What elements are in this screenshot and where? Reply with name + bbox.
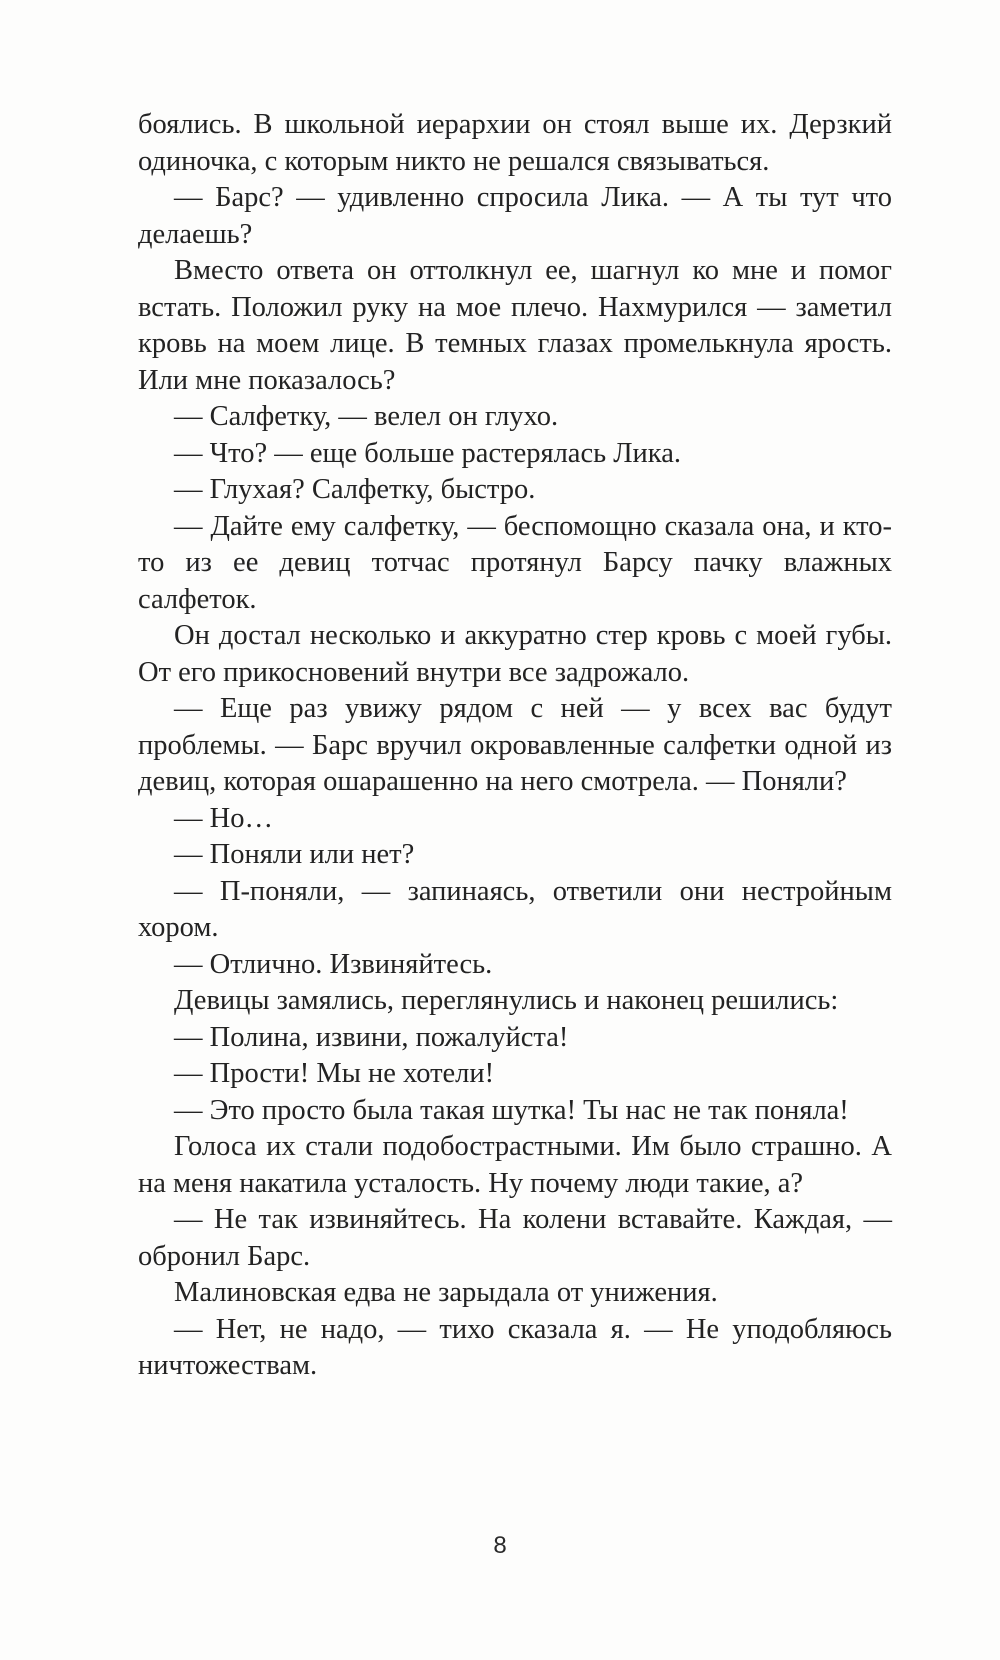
dialogue-line: — Отлично. Извиняйтесь.	[174, 948, 493, 980]
dialogue-line: — Глухая? Салфетку, быстро.	[174, 474, 536, 505]
dialogue-line: — Не так извиняйтесь. На колени вставайте. Каждая, — обронил Барс.	[138, 1204, 892, 1272]
dialogue-line: — Еще раз увижу рядом с ней — у всех вас будут проблемы. — Барс вручил окровавленные салфетки одной из девиц, которая ошарашенно на него смотрела. — Поняли?	[138, 693, 892, 797]
dialogue-line: — Прости! Мы не хотели!	[174, 1058, 495, 1089]
dialogue-line: — П-поняли, — запинаясь, ответили они нестройным хором.	[138, 875, 892, 943]
paragraph: Малиновская едва не зарыдала от унижения.	[174, 1277, 718, 1308]
dialogue-line: — Поняли или нет?	[174, 839, 415, 870]
dialogue-line: — Нет, не надо, — тихо сказала я. — Не уподобляюсь ничтожествам.	[138, 1313, 892, 1381]
dialogue-line: — Салфетку, — велел он глухо.	[174, 401, 559, 432]
page-number: 8	[493, 1532, 507, 1559]
dialogue-line: — Дайте ему салфетку, — беспомощно сказала она, и кто-то из ее девиц тотчас протянул Барсу пачку влажных салфеток.	[138, 510, 892, 615]
paragraph: Вместо ответа он оттолкнул ее, шагнул ко мне и помог встать. Положил руку на мое плечо. Нахмурился — заметил кровь на моем лице. В темных глазах промелькнула ярость. Или мне показалось?	[138, 255, 892, 396]
dialogue-line: — Это просто была такая шутка! Ты нас не так поняла!	[174, 1094, 849, 1126]
dialogue-line: — Но…	[174, 802, 273, 834]
body-text	[138, 107, 892, 1385]
dialogue-line: — Что? — еще больше растерялась Лика.	[174, 437, 681, 469]
dialogue-line: — Барс? — удивленно спросила Лика. — А ты тут что делаешь?	[138, 182, 892, 250]
dialogue-line: — Полина, извини, пожалуйста!	[174, 1021, 569, 1053]
paragraph: Он достал несколько и аккуратно стер кровь с моей губы. От его прикосновений внутри все задрожало.	[138, 620, 892, 688]
paragraph: боялись. В школьной иерархии он стоял выше их. Дерзкий одиночка, с которым никто не решался связываться.	[138, 109, 892, 177]
paragraph: Голоса их стали подобострастными. Им было страшно. А на меня накатила усталость. Ну почему люди такие, а?	[138, 1131, 892, 1199]
paragraph: Девицы замялись, переглянулись и наконец решились:	[174, 985, 839, 1016]
